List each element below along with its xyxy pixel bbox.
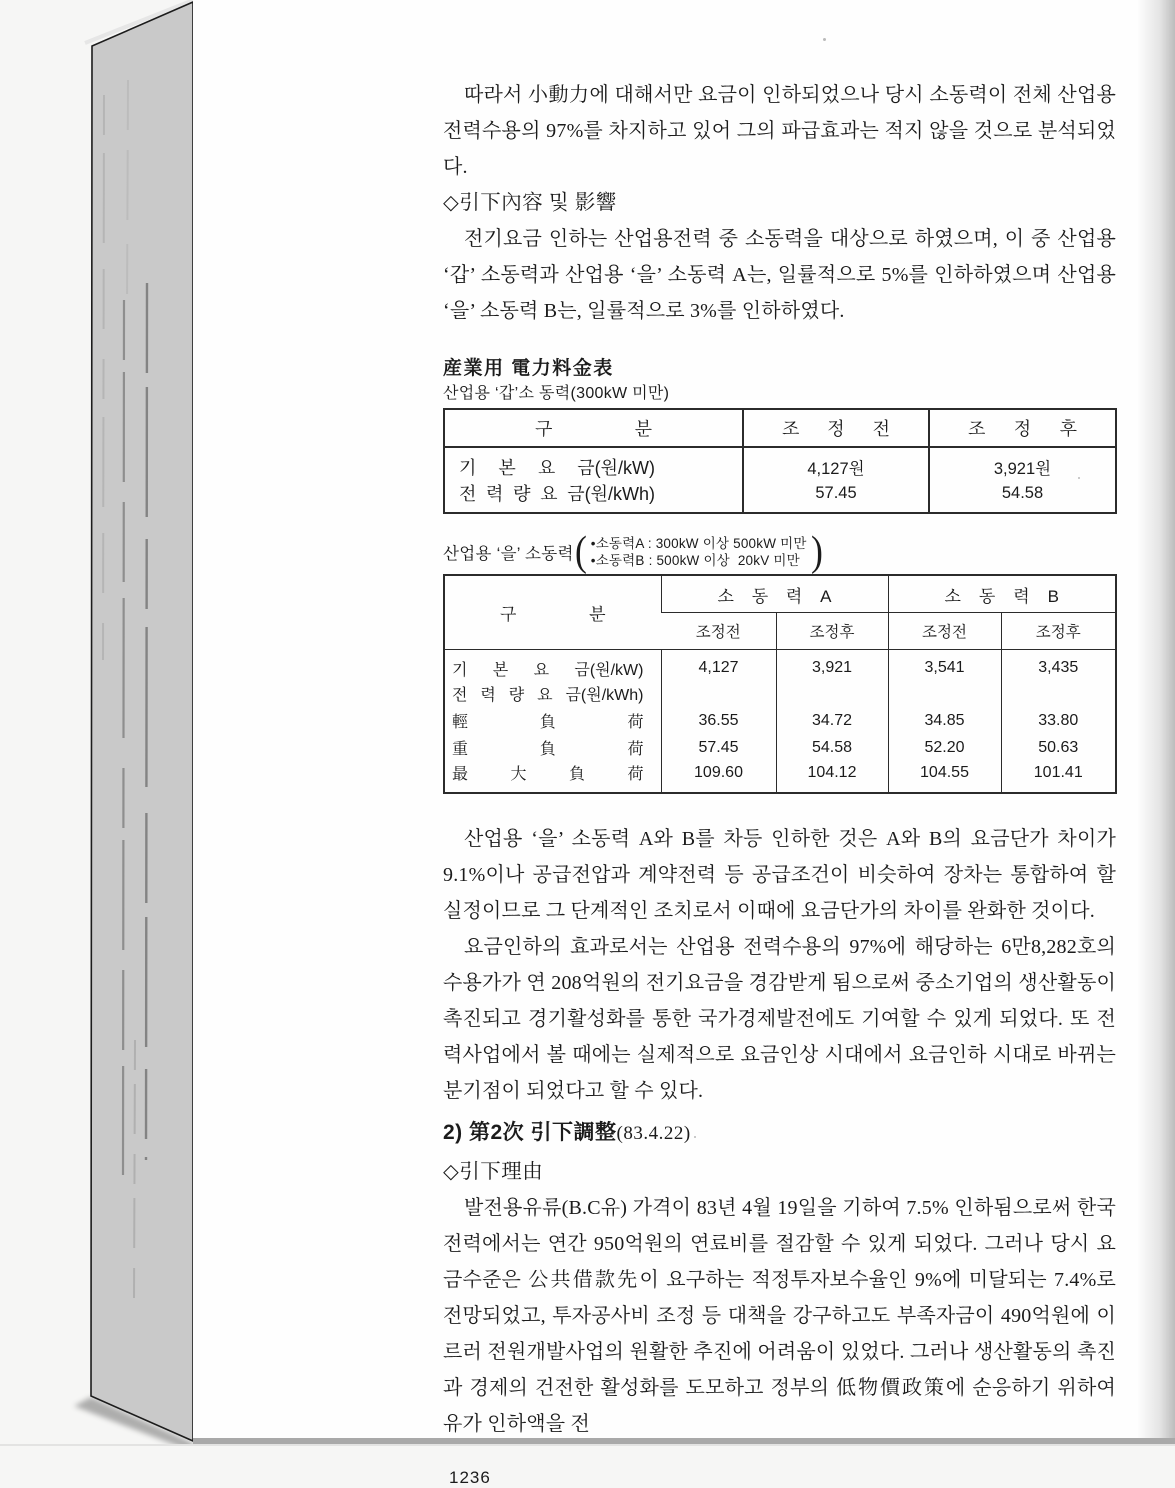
value: 3,435 [1001,650,1116,681]
value-empty [888,680,1001,707]
table-title: 産業用 電力料金表 [443,358,614,379]
tariff-table-gap [443,408,1117,514]
table-row [444,650,1116,681]
value: 57.45 [661,734,776,761]
value: 54.58 [776,734,888,761]
page-streak [146,283,147,1160]
value-after: 54.58 [929,480,1116,513]
table-group-header-row [444,575,1116,613]
open-paren: ( [574,529,587,575]
table-header-row [444,409,1116,447]
note-small-power-b: •소동력B : 500kW 이상 20kV 미만 [590,553,800,568]
value-empty [1001,680,1116,707]
value: 109.60 [661,761,776,793]
page-streak [123,300,124,1175]
document-page [193,0,1175,1487]
page-streak [127,80,128,310]
value-before: 57.45 [743,480,929,513]
value-empty [776,680,888,707]
subheader-before: 조정전 [661,613,776,650]
tariff-table-eul [443,574,1117,794]
header-group-small-power-a: 소 동 력 A [661,575,888,613]
value-empty [661,680,776,707]
header-category: 구 분 [444,409,743,447]
value: 34.85 [888,707,1001,734]
row-label-light-load: 輕 負 荷 [452,714,644,731]
table-row [444,480,1116,513]
row-label-basic-charge: 기 본 요 금(원/kW) [452,662,644,679]
row-label-basic-charge: 기 본 요 금(원/kW) [459,458,655,478]
value: 3,541 [888,650,1001,681]
note-small-power-a: •소동력A : 300kW 이상 500kW 미만 [590,536,807,551]
section-heading-second-adjustment [443,1115,1116,1152]
paragraph-intro: 따라서 小動力에 대해서만 요금이 인하되었으나 당시 소동력이 전체 산업용전력수용의 97%를 차지하고 있어 그의 파급효과는 적지 않을 것으로 분석되었다. [443,84,1116,178]
section-heading-reduction-reason: ◇引下理由 [443,1161,544,1183]
value: 50.63 [1001,734,1116,761]
paragraph-differential-reduction: 산업용 ‘을’ 소동력 A와 B를 차등 인하한 것은 A와 B의 요금단가 차이가 9.1%이나 공급전압과 계약전력 등 공급조건이 비슷하여 장차는 통합하여 할 실정이므로 그 단계적인 조치로서 이때에 요금단가의 차이를 완화한 것이다. [443,828,1116,922]
page-number: 1236 [449,1468,491,1487]
value: 101.41 [1001,761,1116,793]
table-row [444,761,1116,793]
row-label-energy-charge: 전 력 량 요 금(원/kWh) [452,687,644,704]
paragraph-reduction-scope: 전기요금 인하는 산업용전력 중 소동력을 대상으로 하였으며, 이 중 산업용 ‘갑’ 소동력과 산업용 ‘을’ 소동력 A는, 일률적으로 5%를 인하하였으며 산업용 ‘을’ 소동력 B는, 일률적으로 3%를 인하하였다. [443,228,1116,322]
page-streak [103,95,104,660]
value-after: 3,921원 [929,447,1116,480]
table2-caption-prefix: 산업용 ‘을’ 소동력 [443,545,574,563]
subheader-after: 조정후 [776,613,888,650]
paragraph-reduction-effect: 요금인하의 효과로서는 산업용 전력수용의 97%에 해당하는 6만8,282호의 수용가가 연 208억원의 전기요금을 경감받게 됨으로써 중소기업의 생산활동이 촉진되고 경기활성화를 통한 국가경제발전에도 기여할 수 있게 되었다. 또 전력사업에서 볼 때에는 실제적으로 요금인상 시대에서 요금인하 시대로 바뀌는 분기점이 되었다고 할 수 있다. [443,936,1116,1102]
subheader-before: 조정전 [888,613,1001,650]
subheader-after: 조정후 [1001,613,1116,650]
value: 34.72 [776,707,888,734]
header-after-adjust: 조 정 후 [929,409,1116,447]
heading-date: (83.4.22) [616,1123,691,1144]
page-content [443,0,1116,1488]
page-curl-shade [1137,0,1175,1438]
row-label-peak-load: 最 大 負 荷 [452,766,644,783]
row-label-energy-charge: 전 력 량 요 금(원/kWh) [459,484,655,504]
table-row [444,734,1116,761]
value: 33.80 [1001,707,1116,734]
value: 104.55 [888,761,1001,793]
value: 52.20 [888,734,1001,761]
value: 4,127 [661,650,776,681]
value: 3,921 [776,650,888,681]
header-before-adjust: 조 정 전 [743,409,929,447]
close-paren: ) [810,529,823,575]
section-heading-contents-effect: ◇引下內容 및 影響 [443,192,617,214]
table-row [444,447,1116,480]
header-group-small-power-b: 소 동 력 B [888,575,1116,613]
value: 36.55 [661,707,776,734]
value: 104.12 [776,761,888,793]
table1-caption: 산업용 ‘갑’소 동력(300kW 미만) [443,385,670,402]
page-stack-panel [91,2,193,1441]
table-row [444,680,1116,707]
value-before: 4,127원 [743,447,929,480]
row-label-heavy-load: 重 負 荷 [452,741,644,758]
table2-caption-notes [591,535,807,569]
table2-caption [443,530,1116,574]
table-row [444,707,1116,734]
paragraph-fuel-price: 발전용유류(B.C유) 가격이 83년 4월 19일을 기하여 7.5% 인하됨으로써 한국전력에서는 연간 950억원의 연료비를 절감할 수 있게 되었다. 그러나 당시 요금수준은 公共借款先이 요구하는 적정투자보수율인 9%에 미달되는 7.4%로 전망되었고, 투자공사비 조정 등 대책을 강구하고도 부족자금이 490억원에 이르러 전원개발사업의 원활한 추진에 어려움이 있었다. 그러나 생산활동의 촉진과 경제의 건전한 활성화를 도모하고 정부의 低物價政策에 순응하기 위하여 유가 인하액을 전 [443,1197,1116,1435]
header-category: 구 분 [444,575,661,650]
heading-bold-part: 2) 第2次 引下調整 [443,1121,617,1144]
